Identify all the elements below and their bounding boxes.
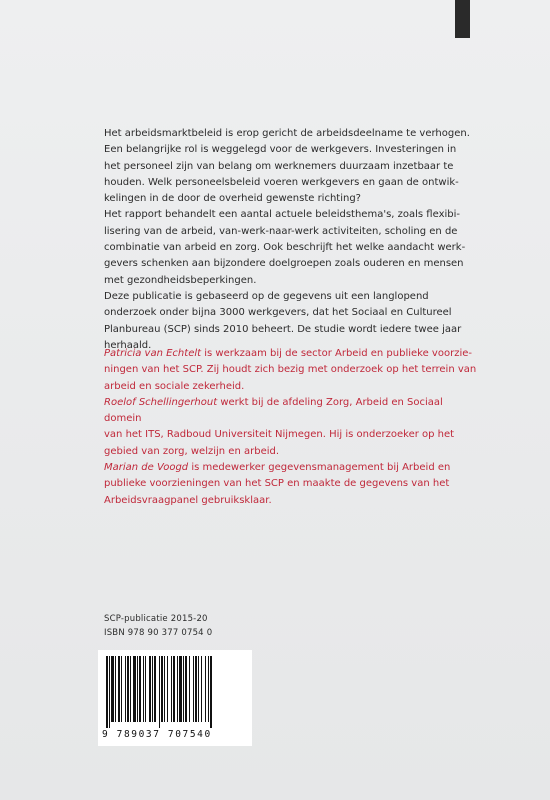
- barcode-bar: [137, 656, 138, 722]
- author-text-2: werkt bij de afdeling Zorg, Arbeid en Sociaal domein van het ITS, Radboud Universiteit Nijmegen. Hij is onderzoeker op het gebied van zorg, welzijn en arbeid.: [104, 396, 455, 457]
- blurb-paragraph-1: Het arbeidsmarktbeleid is erop gericht de arbeidsdeelname te verhogen. Een belangrijke rol is weggelegd voor de werkgevers. Investeringen in het personeel zijn van belang om werknemers duurzaam inzetbaar te houden. Welk personeelsbeleid voeren werkgevers en gaan de ontwik- kelingen in de door de overheid gewenste richting?: [104, 128, 470, 205]
- author-name-1: Patricia van Echtelt: [104, 348, 202, 359]
- author-name-2: Roelof Schellingerhout: [104, 396, 218, 408]
- barcode-bar: [195, 656, 197, 722]
- barcode-bar: [133, 656, 136, 722]
- barcode-bar: [106, 656, 108, 728]
- author-bio-3: [104, 460, 479, 509]
- barcode-bar: [173, 656, 175, 722]
- blurb-text: [104, 126, 474, 354]
- barcode-bar: [109, 656, 110, 728]
- barcode-bar: [177, 656, 178, 722]
- publication-isbn: ISBN 978 90 377 0754 0: [104, 628, 213, 638]
- barcode-bar: [111, 656, 114, 722]
- barcode-bar: [145, 656, 146, 722]
- author-bio-1: [104, 346, 479, 395]
- barcode-bar: [118, 656, 120, 722]
- barcode-bar: [130, 656, 131, 722]
- barcode-bar: [121, 656, 122, 722]
- barcode-bar: [171, 656, 172, 722]
- barcode-bar: [198, 656, 199, 722]
- top-edge-marker: [455, 0, 470, 38]
- barcode-bar: [125, 656, 126, 722]
- barcode-bar: [154, 656, 156, 722]
- author-text-3: is medewerker gegevensmanagement bij Arbeid en publieke voorzieningen van het SCP en maakte de gegevens van het Arbeidsvraagpanel gebruiksklaar.: [104, 462, 451, 506]
- barcode-bar: [189, 656, 190, 722]
- barcode-bar: [167, 656, 168, 722]
- blurb-paragraph-3: Deze publicatie is gebaseerd op de gegevens uit een langlopend onderzoek onder bijna 3000 werkgevers, dat het Sociaal en Cultureel Planbureau (SCP) sinds 2010 beheert. De studie wordt iedere twee jaar herhaald.: [104, 290, 462, 351]
- barcode-bar: [139, 656, 141, 722]
- barcode-bar: [149, 656, 151, 722]
- author-name-3: Marian de Voogd: [104, 462, 189, 474]
- barcode-bar: [159, 656, 160, 728]
- author-bio-2: [104, 395, 479, 460]
- blurb-paragraph-2: Het rapport behandelt een aantal actuele beleidsthema's, zoals flexibi- lisering van de arbeid, van-werk-naar-werk activiteiten, scholing en de combinatie van arbeid en zorg. Ook beschrijft het welke aandacht werk- gevers schenken aan bijzondere doelgroepen zoals ouderen en mensen met gezondheidsbeperkingen.: [104, 209, 466, 286]
- barcode-bar: [185, 656, 187, 722]
- publication-series: SCP-publicatie 2015-20: [104, 614, 208, 624]
- barcode-bar: [161, 656, 163, 722]
- barcode: [98, 650, 252, 746]
- publication-info: [104, 612, 212, 640]
- barcode-bar: [183, 656, 184, 722]
- barcode-bar: [115, 656, 116, 722]
- author-text-1: is werkzaam bij de sector Arbeid en publieke voorzie- ningen van het SCP. Zij houdt zich bezig met onderzoek op het terrein van arbeid en sociale zekerheid.: [104, 348, 477, 392]
- barcode-bar: [210, 656, 212, 728]
- barcode-bar: [193, 656, 194, 722]
- author-bios: [104, 346, 479, 509]
- barcode-bar: [152, 656, 153, 722]
- barcode-bar: [205, 656, 206, 722]
- barcode-bar: [201, 656, 202, 722]
- barcode-digits: 9 789037 707540: [102, 729, 212, 740]
- barcode-bar: [208, 656, 209, 722]
- barcode-bar: [127, 656, 129, 722]
- barcode-bar: [143, 656, 144, 722]
- barcode-bar: [164, 656, 165, 722]
- barcode-bars: [106, 656, 244, 728]
- barcode-bar: [179, 656, 182, 722]
